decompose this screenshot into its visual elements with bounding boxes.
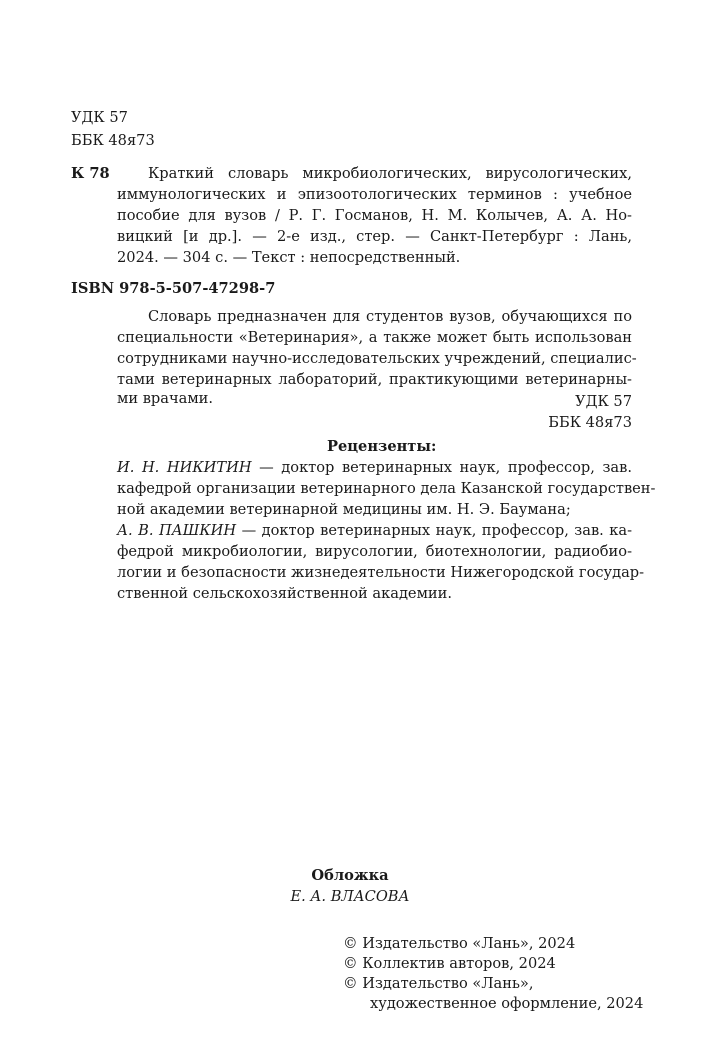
reviewer-1-line: кафедрой организации ветеринарного дела Казанской государствен- — [117, 480, 656, 497]
annotation-line: ми врачами. — [117, 390, 214, 407]
annotation-line: тами ветеринарных лабораторий, практикующими ветеринарны- — [117, 371, 632, 388]
isbn: ISBN 978-5-507-47298-7 — [71, 280, 276, 297]
reviewer-2-line: логии и безопасности жизнедеятельности Нижегородской государ- — [117, 564, 645, 581]
bibliographic-line: пособие для вузов / Р. Г. Госманов, Н. М. Колычев, А. А. Но- — [117, 207, 632, 224]
reviewer-1-line: ной академии ветеринарной медицины им. Н. Э. Баумана; — [117, 501, 571, 518]
cover-heading: Обложка — [311, 867, 389, 884]
bibliographic-line: вицкий [и др.]. — 2-е изд., стер. — Санкт-Петербург : Лань, — [117, 228, 632, 245]
copyright-line: © Издательство «Лань», — [343, 975, 534, 992]
cover-designer: Е. А. ВЛАСОВА — [290, 888, 410, 905]
reviewer-1-line — [117, 458, 632, 478]
bibliographic-line: иммунологических и эпизоотологических терминов : учебное — [117, 186, 632, 203]
reviewer-2-line: федрой микробиологии, вирусологии, биотехнологии, радиобио- — [117, 543, 632, 560]
author-mark: К 78 — [71, 165, 110, 182]
annotation-line: сотрудниками научно-исследовательских учреждений, специалис- — [117, 350, 637, 367]
reviewer-2-text: — доктор ветеринарных наук, профессор, зав. ка- — [236, 522, 632, 539]
bibliographic-line: Краткий словарь микробиологических, вирусологических, — [148, 165, 632, 182]
reviewer-2-name: А. В. ПАШКИН — [117, 522, 237, 539]
reviewers-heading: Рецензенты: — [327, 438, 437, 455]
copyright-line: художественное оформление, 2024 — [370, 995, 644, 1012]
reviewer-1-text: — доктор ветеринарных наук, профессор, зав. — [251, 459, 632, 476]
copyright-line: © Коллектив авторов, 2024 — [343, 955, 556, 972]
udk-code-right: УДК 57 — [575, 393, 632, 410]
reviewer-1-name: И. Н. НИКИТИН — [117, 459, 252, 476]
annotation-line: специальности «Ветеринария», а также может быть использован — [117, 329, 632, 346]
reviewer-2-line: ственной сельскохозяйственной академии. — [117, 585, 453, 602]
reviewer-2-line — [117, 521, 632, 541]
annotation-line: Словарь предназначен для студентов вузов, обучающихся по — [148, 308, 632, 325]
bibliographic-line: 2024. — 304 с. — Текст : непосредственный. — [117, 249, 461, 266]
bbk-code: ББК 48я73 — [71, 132, 155, 149]
udk-code: УДК 57 — [71, 109, 128, 126]
bbk-code-right: ББК 48я73 — [548, 414, 632, 431]
copyright-line: © Издательство «Лань», 2024 — [343, 935, 576, 952]
